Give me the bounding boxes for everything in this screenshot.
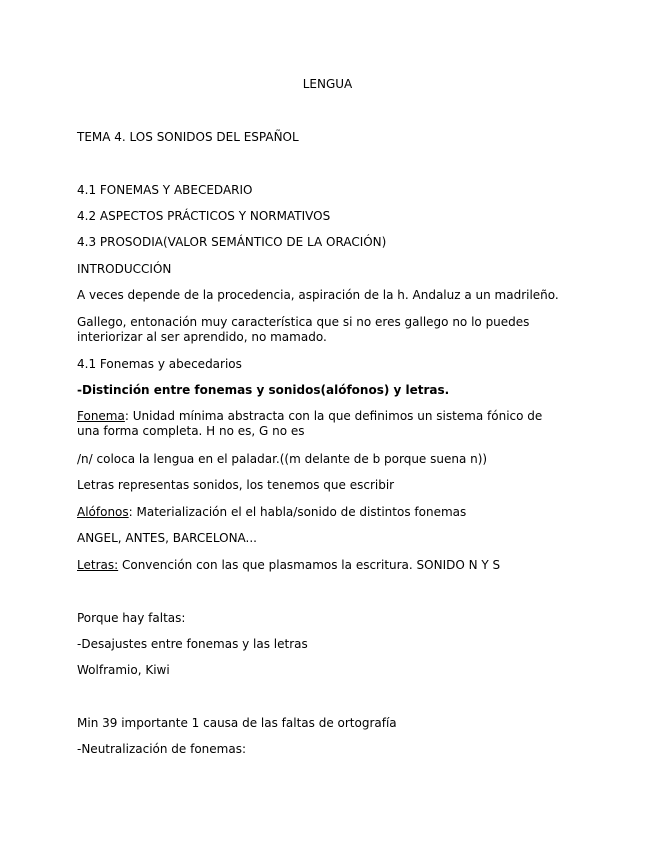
letras-definition xyxy=(77,558,577,573)
neutralizacion-line: -Neutralización de fonemas: xyxy=(77,742,247,756)
examples-wolframio: Wolframio, Kiwi xyxy=(77,663,170,677)
fonema-text: : Unidad mínima abstracta con la que definimos un sistema fónico de una forma completa. H no es, G no es xyxy=(77,409,543,438)
alofonos-term: Alófonos xyxy=(77,505,129,519)
intro-paragraph-1: A veces depende de la procedencia, aspiración de la h. Andaluz a un madrileño. xyxy=(77,288,559,302)
desajustes-line: -Desajustes entre fonemas y las letras xyxy=(77,637,308,651)
index-item-2: 4.2 ASPECTOS PRÁCTICOS Y NORMATIVOS xyxy=(77,209,331,223)
n-phoneme-line: /n/ coloca la lengua en el paladar.((m delante de b porque suena n)) xyxy=(77,452,488,466)
letras-text: Convención con las que plasmamos la escritura. SONIDO N Y S xyxy=(118,558,501,572)
faltas-heading: Porque hay faltas: xyxy=(77,611,186,625)
fonema-term: Fonema xyxy=(77,409,125,423)
index-item-3: 4.3 PROSODIA(VALOR SEMÁNTICO DE LA ORACIÓN) xyxy=(77,235,387,249)
letras-term: Letras: xyxy=(77,558,119,572)
alofonos-definition xyxy=(77,505,577,520)
examples-line: ANGEL, ANTES, BARCELONA... xyxy=(77,531,257,545)
intro-heading: INTRODUCCIÓN xyxy=(77,262,172,276)
letras-line: Letras representas sonidos, los tenemos que escribir xyxy=(77,478,395,492)
index-item-1: 4.1 FONEMAS Y ABECEDARIO xyxy=(77,183,253,197)
document-title: LENGUA xyxy=(302,77,353,91)
min39-line: Min 39 importante 1 causa de las faltas de ortografía xyxy=(77,716,397,730)
section-heading-4-1: 4.1 Fonemas y abecedarios xyxy=(77,357,242,371)
topic-heading: TEMA 4. LOS SONIDOS DEL ESPAÑOL xyxy=(77,130,299,144)
fonema-definition xyxy=(77,409,567,439)
intro-paragraph-2: Gallego, entonación muy característica que si no eres gallego no lo puedes interiorizar al ser aprendido, no mamado. xyxy=(77,315,530,344)
alofonos-text: : Materialización el el habla/sonido de distintos fonemas xyxy=(128,505,467,519)
distinction-heading: -Distinción entre fonemas y sonidos(alófonos) y letras. xyxy=(77,383,450,397)
